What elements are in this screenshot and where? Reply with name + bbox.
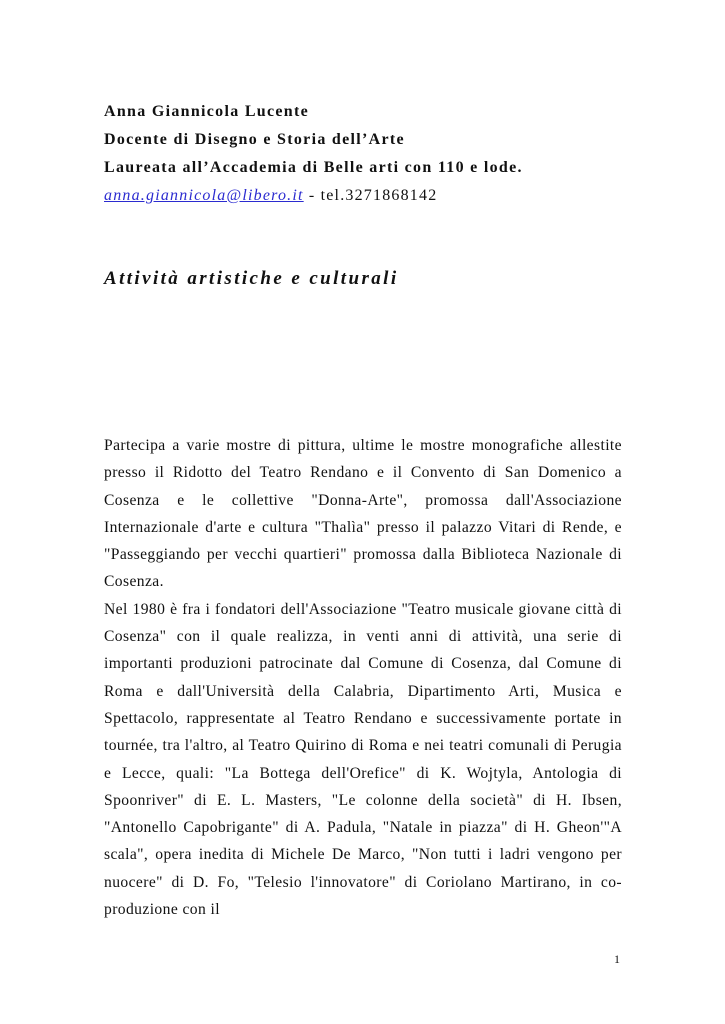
author-degree: Laureata all’Accademia di Belle arti con 110 e lode.: [104, 159, 523, 176]
author-role: Docente di Disegno e Storia dell’Arte: [104, 131, 405, 148]
phone-number: tel.3271868142: [320, 187, 438, 204]
page-number: 1: [614, 952, 620, 966]
section-title: Attività artistiche e culturali: [104, 268, 399, 289]
body-text: [104, 432, 622, 923]
author-header: [104, 98, 644, 210]
contact-line: [104, 182, 644, 210]
contact-separator: -: [303, 187, 321, 204]
paragraph: Nel 1980 è fra i fondatori dell'Associazione "Teatro musicale giovane città di Cosenza" con il quale realizza, in venti anni di attività, una serie di importanti produzioni patrocinate dal Comune di Cosenza, dal Comune di Roma e dall'Università della Calabria, Dipartimento Arti, Musica e Spettacolo, rappresentate al Teatro Rendano e successivamente portate in tournée, tra l'altro, al Teatro Quirino di Roma e nei teatri comunali di Perugia e Lecce, quali: "La Bottega dell'Orefice" di K. Wojtyla, Antologia di Spoonriver" di E. L. Masters, "Le colonne della società" di H. Ibsen, "Antonello Capobrigante" di A. Padula, "Natale in piazza" di H. Gheon'"A scala", opera inedita di Michele De Marco, "Non tutti i ladri vengono per nuocere" di D. Fo, "Telesio l'innovatore" di Coriolano Martirano, in co-produzione con il: [104, 600, 622, 919]
paragraph: Partecipa a varie mostre di pittura, ultime le mostre monografiche allestite presso il Ridotto del Teatro Rendano e il Convento di San Domenico a Cosenza e le collettive "Donna-Arte", promossa dall'Associazione Internazionale d'arte e cultura "Thalìa" presso il palazzo Vitari di Rende, e "Passeggiando per vecchi quartieri" promossa dalla Biblioteca Nazionale di Cosenza.: [104, 437, 622, 591]
email-link[interactable]: anna.giannicola@libero.it: [104, 187, 304, 204]
author-name: Anna Giannicola Lucente: [104, 103, 310, 120]
